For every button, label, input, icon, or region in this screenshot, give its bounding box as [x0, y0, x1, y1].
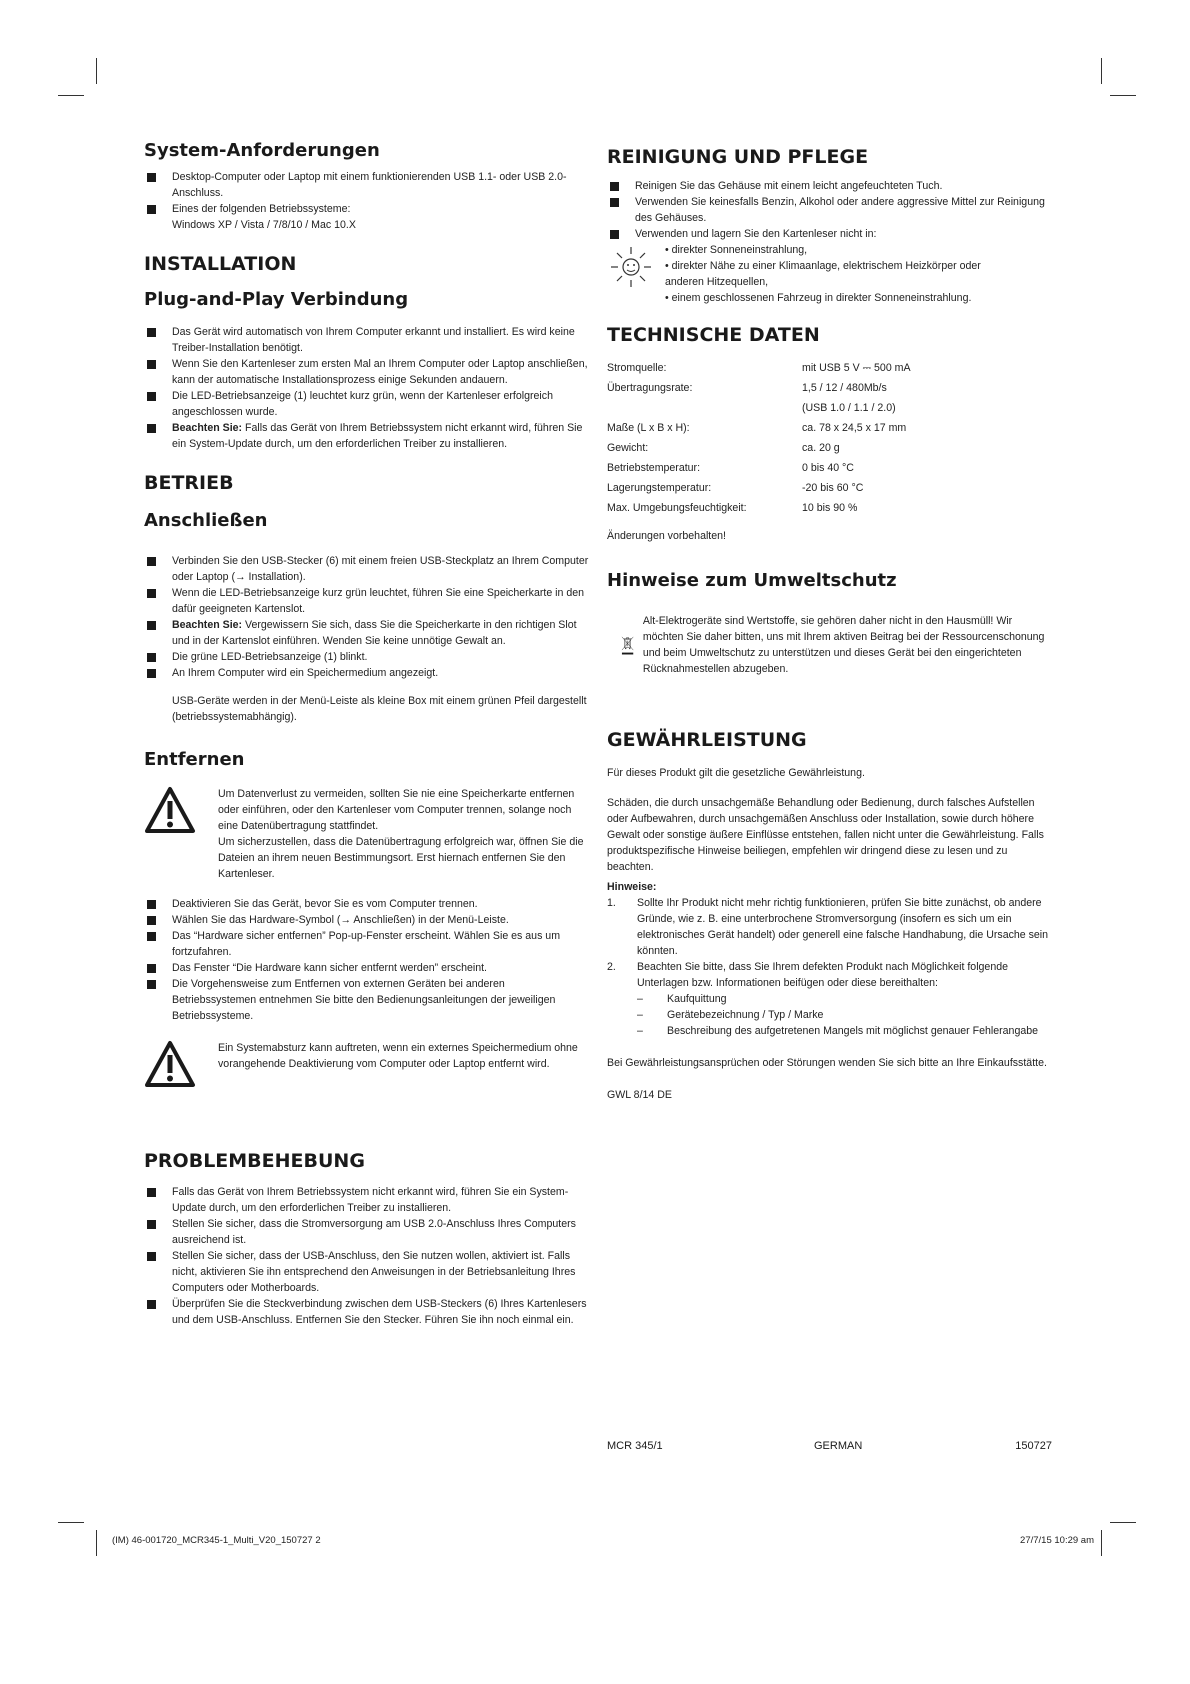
list-item: Die grüne LED-Betriebsanzeige (1) blinkt.	[144, 649, 589, 665]
crop-mark	[1101, 1530, 1102, 1556]
list-item: Verwenden Sie keinesfalls Benzin, Alkohol oder andere aggressive Mittel zur Reinigung des Gehäuses.	[607, 194, 1052, 226]
problembehebung-list	[144, 1184, 589, 1328]
warranty-text: Bei Gewährleistungsansprüchen oder Störungen wenden Sie sich bitte an Ihre Einkaufsstätte.	[607, 1057, 1047, 1069]
warning-triangle-icon	[144, 1040, 196, 1088]
crop-mark	[96, 58, 97, 84]
warranty-text: Schäden, die durch unsachgemäße Behandlung oder Bedienung, durch falsches Aufstellen oder Aufbewahren, durch unsachgemäßen Anschluss oder Installation, sowie durch höhere Gewalt oder sonstige äußere Einflüsse entstehen, fallen nicht unter die Gewährleistung. Falls produktspezifische Hinweise beiliegen, empfehlen wir dringend diese zu lesen und zu beachten.	[607, 797, 1044, 873]
spec-row	[607, 438, 1052, 458]
specifications-table	[607, 358, 1052, 518]
list-item: – Kaufquittung	[637, 991, 1052, 1007]
crop-mark	[58, 1522, 84, 1523]
crossed-bin-icon	[621, 613, 635, 679]
gewaehrleistung-heading: GEWÄHRLEISTUNG	[607, 729, 807, 751]
crop-mark	[96, 1530, 97, 1556]
list-item: Das Fenster “Die Hardware kann sicher entfernt werden” erscheint.	[144, 960, 589, 976]
list-item: • direkter Nähe zu einer Klimaanlage, elektrischem Heizkörper oder anderen Hitzequellen,	[665, 260, 981, 288]
spec-key	[607, 398, 802, 418]
crop-mark	[58, 95, 84, 96]
list-item: • direkter Sonneneinstrahlung,	[665, 244, 808, 256]
list-item: Desktop-Computer oder Laptop mit einem funktionierenden USB 1.1- oder USB 2.0-Anschluss.	[144, 169, 589, 201]
spec-value: mit USB 5 V ⎓ 500 mA	[802, 362, 911, 374]
list-item	[607, 959, 1052, 1039]
spec-row	[607, 378, 1052, 398]
spec-row	[607, 398, 1052, 418]
note-label: Beachten Sie:	[172, 422, 243, 434]
spec-key: Lagerungstemperatur:	[607, 482, 712, 494]
entfernen-list	[144, 896, 589, 1024]
installation-heading: INSTALLATION	[144, 253, 297, 275]
list-number: 1.	[607, 897, 616, 909]
warning-block	[144, 786, 589, 882]
left-column	[144, 140, 589, 1328]
spec-value: ca. 78 x 24,5 x 17 mm	[802, 422, 907, 434]
problembehebung-heading: PROBLEMBEHEBUNG	[144, 1150, 365, 1172]
changes-note: Änderungen vorbehalten!	[607, 530, 726, 542]
list-item: Stellen Sie sicher, dass die Stromversorgung am USB 2.0-Anschluss Ihres Computers ausreichend ist.	[144, 1216, 589, 1248]
spec-key: Gewicht:	[607, 442, 649, 454]
list-item: Falls das Gerät von Ihrem Betriebssystem nicht erkannt wird, führen Sie ein System-Update durch, um den erforderlichen Treiber zu installieren.	[144, 1184, 589, 1216]
umweltschutz-heading: Hinweise zum Umweltschutz	[607, 570, 897, 591]
footer-code: 150727	[1015, 1440, 1052, 1452]
list-item	[144, 617, 589, 649]
plug-and-play-heading: Plug-and-Play Verbindung	[144, 289, 409, 310]
list-item: Stellen Sie sicher, dass der USB-Anschluss, den Sie nutzen wollen, aktiviert ist. Falls nicht, aktivieren Sie ihn entsprechend den Anweisungen in der Betriebsanleitung Ihres Computers oder Motherboards.	[144, 1248, 589, 1296]
reinigung-list	[607, 178, 1052, 242]
list-item: – Gerätebezeichnung / Typ / Marke	[637, 1007, 1052, 1023]
entfernen-heading: Entfernen	[144, 749, 245, 770]
warning-triangle-icon	[144, 786, 196, 834]
print-slug-right: 27/7/15 10:29 am	[1020, 1535, 1094, 1546]
reinigung-heading: REINIGUNG UND PFLEGE	[607, 146, 869, 168]
list-item	[607, 895, 1052, 959]
spec-row	[607, 498, 1052, 518]
betrieb-heading: BETRIEB	[144, 472, 234, 494]
list-item	[144, 420, 589, 452]
warning-text: Ein Systemabsturz kann auftreten, wenn ein externes Speichermedium ohne vorangehende Deaktivierung vom Computer oder Laptop entfernt wird.	[218, 1042, 578, 1070]
list-item-text: Beachten Sie bitte, dass Sie Ihrem defekten Produkt nach Möglichkeit folgende Unterlagen bzw. Informationen beifügen oder diese bereithalten:	[637, 961, 1009, 989]
spec-value: (USB 1.0 / 1.1 / 2.0)	[802, 402, 896, 414]
print-slug-left: (IM) 46-001720_MCR345-1_Multi_V20_150727 2	[112, 1535, 321, 1546]
list-item: An Ihrem Computer wird ein Speichermedium angezeigt.	[144, 665, 589, 681]
sun-warning-block	[607, 242, 1052, 306]
list-item-text: Sollte Ihr Produkt nicht mehr richtig funktionieren, prüfen Sie bitte zunächst, ob andere Gründe, wie z. B. eine unterbrochene Stromversorgung (insofern es sich um ein elektronisches Gerät handelt) oder generell eine falsche Handhabung, die Ursache sein könnten.	[637, 897, 1049, 957]
language-label: GERMAN	[814, 1440, 863, 1452]
list-item: Deaktivieren Sie das Gerät, bevor Sie es vom Computer trennen.	[144, 896, 589, 912]
list-item: Das Gerät wird automatisch von Ihrem Computer erkannt und installiert. Es wird keine Treiber-Installation benötigt.	[144, 324, 589, 356]
documents-list	[637, 991, 1052, 1039]
spec-key: Max. Umgebungsfeuchtigkeit:	[607, 502, 747, 514]
note-text: Vergewissern Sie sich, dass Sie die Speicherkarte in den richtigen Slot und in der Kartenslot einführen. Wenden Sie keine unnötige Gewalt an.	[172, 619, 577, 647]
warning-text: Um Datenverlust zu vermeiden, sollten Sie nie eine Speicherkarte entfernen oder einführen, oder den Kartenleser vom Computer trennen, solange noch eine Datenübertragung stattfindet. Um sicherzustellen, dass die Datenübertragung erfolgreich war, öffnen Sie die Dateien an ihrem neuen Bestimmungsort. Erst hiernach entfernen Sie den Kartenleser.	[218, 788, 584, 880]
anschliessen-heading: Anschließen	[144, 510, 268, 531]
model-number: MCR 345/1	[607, 1440, 663, 1452]
crop-mark	[1110, 95, 1136, 96]
spec-row	[607, 358, 1052, 378]
list-item: Eines der folgenden Betriebssysteme: Windows XP / Vista / 7/8/10 / Mac 10.X	[144, 201, 589, 233]
list-item: Das “Hardware sicher entfernen” Pop-up-Fenster erscheint. Wählen Sie es aus um fortzufahren.	[144, 928, 589, 960]
list-item: Die LED-Betriebsanzeige (1) leuchtet kurz grün, wenn der Kartenleser erfolgreich angeschlossen wurde.	[144, 388, 589, 420]
spec-row	[607, 458, 1052, 478]
note-text: Falls das Gerät von Ihrem Betriebssystem nicht erkannt wird, führen Sie ein System-Update durch, um den erforderlichen Treiber zu installieren.	[172, 422, 583, 450]
spec-key: Maße (L x B x H):	[607, 422, 690, 434]
right-column	[607, 140, 1052, 1103]
system-requirements-heading: System-Anforderungen	[144, 140, 380, 161]
list-item: – Beschreibung des aufgetretenen Mangels mit möglichst genauer Fehlerangabe	[637, 1023, 1052, 1039]
spec-value: ca. 20 g	[802, 442, 840, 454]
list-item: Überprüfen Sie die Steckverbindung zwischen dem USB-Steckers (6) Ihres Kartenlesers und dem USB-Anschluss. Entfernen Sie den Stecker. Führen Sie ihn noch einmal ein.	[144, 1296, 589, 1328]
hinweise-list	[607, 895, 1052, 1039]
list-item: Verbinden Sie den USB-Stecker (6) mit einem freien USB-Steckplatz an Ihrem Computer oder Laptop (→ Installation).	[144, 553, 589, 585]
anschliessen-list	[144, 553, 589, 681]
spec-value: 1,5 / 12 / 480Mb/s	[802, 382, 887, 394]
spec-value: -20 bis 60 °C	[802, 482, 864, 494]
list-item: Wählen Sie das Hardware-Symbol (→ Anschließen) in der Menü-Leiste.	[144, 912, 589, 928]
list-item: Verwenden und lagern Sie den Kartenleser nicht in:	[607, 226, 1052, 242]
list-item: • einem geschlossenen Fahrzeug in direkter Sonneneinstrahlung.	[665, 292, 972, 304]
spec-key: Stromquelle:	[607, 362, 667, 374]
usb-info-text: USB-Geräte werden in der Menü-Leiste als kleine Box mit einem grünen Pfeil dargestellt (betriebssystemabhängig).	[172, 695, 587, 723]
note-label: Beachten Sie:	[172, 619, 243, 631]
spec-value: 0 bis 40 °C	[802, 462, 854, 474]
spec-key: Betriebstemperatur:	[607, 462, 701, 474]
list-item: Wenn die LED-Betriebsanzeige kurz grün leuchtet, führen Sie eine Speicherkarte in den dafür geeigneten Kartenslot.	[144, 585, 589, 617]
system-requirements-list	[144, 169, 589, 233]
list-item: Wenn Sie den Kartenleser zum ersten Mal an Ihrem Computer oder Laptop anschließen, kann der automatische Installationsprozess einige Sekunden andauern.	[144, 356, 589, 388]
spec-row	[607, 418, 1052, 438]
hinweise-label: Hinweise:	[607, 881, 657, 893]
sun-icon	[609, 242, 657, 292]
list-item: Die Vorgehensweise zum Entfernen von externen Geräten bei anderen Betriebssystemen entnehmen Sie bitte den Bedienungsanleitungen der jeweiligen Betriebssysteme.	[144, 976, 589, 1024]
list-number: 2.	[607, 961, 616, 973]
spec-value: 10 bis 90 %	[802, 502, 858, 514]
warranty-code: GWL 8/14 DE	[607, 1089, 672, 1101]
plug-and-play-list	[144, 324, 589, 452]
spec-key: Übertragungsrate:	[607, 382, 693, 394]
spec-row	[607, 478, 1052, 498]
warning-block	[144, 1040, 589, 1088]
warranty-text: Für dieses Produkt gilt die gesetzliche Gewährleistung.	[607, 767, 865, 779]
umweltschutz-block	[607, 613, 1052, 679]
umweltschutz-text: Alt-Elektrogeräte sind Wertstoffe, sie gehören daher nicht in den Hausmüll! Wir möchten Sie daher bitten, uns mit Ihrem aktiven Beitrag bei der Ressourcenschonung und beim Umweltschutz zu unterstützen und dieses Gerät bei den eingerichteten Rücknahmestellen abzugeben.	[642, 615, 1045, 675]
technische-daten-heading: TECHNISCHE DATEN	[607, 324, 820, 346]
crop-mark	[1110, 1522, 1136, 1523]
list-item: Reinigen Sie das Gehäuse mit einem leicht angefeuchteten Tuch.	[607, 178, 1052, 194]
sun-warning-items	[665, 242, 981, 306]
crop-mark	[1101, 58, 1102, 84]
